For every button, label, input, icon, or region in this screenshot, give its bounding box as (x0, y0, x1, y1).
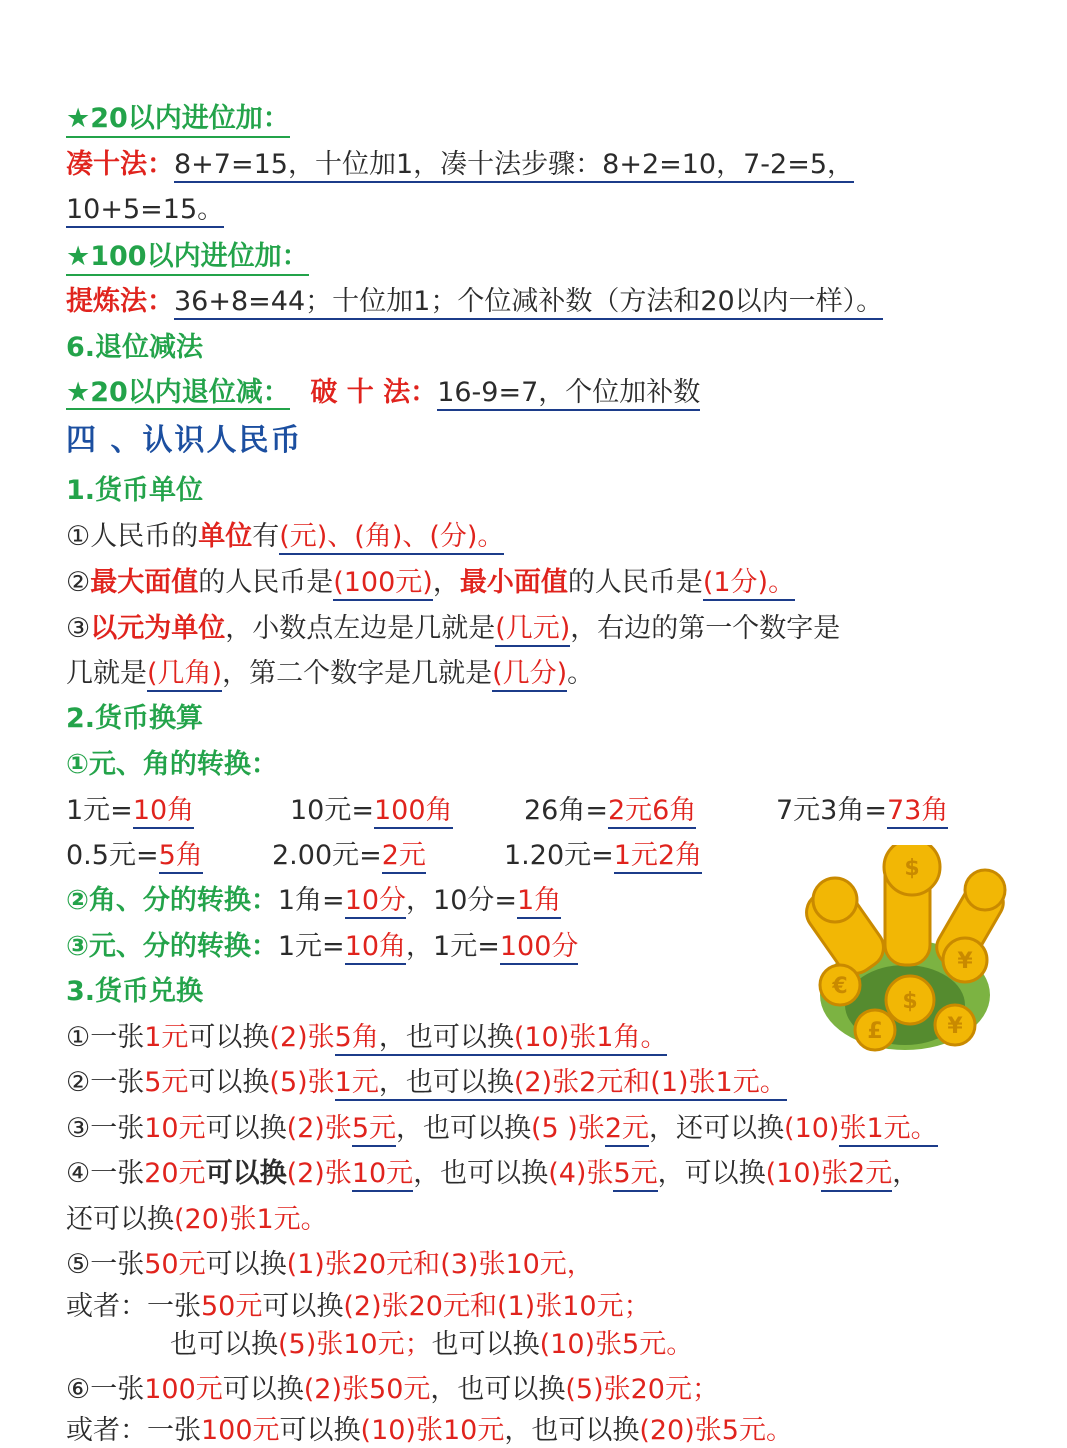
heading-carry-100: ★100以内进位加： (66, 240, 309, 276)
yf-a: 1元= (277, 931, 345, 962)
conv-lhs: 7元3角= (776, 795, 887, 826)
conv-lhs: 2.00元= (272, 840, 382, 871)
unit-3-j: 。 (567, 658, 595, 689)
line-make-ten-2 (66, 193, 224, 227)
e6b-c: 可以换 (279, 1415, 361, 1446)
jf-a: 1角= (277, 885, 345, 916)
text-make-ten-2: 10+5=15。 (66, 194, 224, 228)
e5-h: 张 (478, 1249, 506, 1280)
e6b-a: 或者：一张 (66, 1415, 201, 1446)
unit-3-b: 以元为单位 (90, 613, 226, 644)
sub-yuan-jiao: ①元、角的转换： (66, 749, 278, 780)
text-break-ten: 16-9=7，个位加补数 (437, 377, 700, 411)
e4b-d: 1元。 (256, 1204, 328, 1235)
e4-h: (4) (548, 1158, 587, 1189)
conv-rhs: 100角 (374, 795, 453, 829)
e5-b: 50元 (144, 1249, 206, 1280)
e1-c: 可以换 (188, 1022, 270, 1053)
e4-i: 张 (586, 1158, 614, 1189)
sub-yuan-fen (66, 930, 578, 964)
e3-h: (5 ) (531, 1113, 578, 1144)
jf-c: ，10分= (406, 885, 518, 916)
label-yuan-fen: ③元、分的转换： (66, 931, 278, 962)
text-make-ten: 8+7=15，十位加1，凑十法步骤：8+2=10，7-2=5， (174, 149, 854, 183)
e5b-c: 可以换 (262, 1291, 344, 1322)
yf-c: ，1元= (406, 931, 500, 962)
conv-rhs: 5角 (159, 840, 203, 874)
e5-a: ⑤一张 (66, 1249, 145, 1280)
e4-c: 可以换 (205, 1158, 287, 1189)
e2-e: 张 (307, 1067, 335, 1098)
e6b-j: 5元。 (721, 1415, 793, 1446)
e3-l: (10) (784, 1113, 840, 1144)
e5-i: 10元， (505, 1249, 594, 1280)
label-break-ten: 破 十 法： (310, 377, 438, 408)
e3-d: (2) (286, 1113, 325, 1144)
yf-d: 100分 (500, 931, 579, 965)
svg-text:$: $ (902, 989, 918, 1014)
e2-j: 2元和 (579, 1067, 650, 1101)
svg-text:¥: ¥ (947, 1014, 963, 1039)
e1-a: ①一张 (66, 1022, 145, 1053)
label-jiao-fen: ②角、分的转换： (66, 885, 278, 916)
label-make-ten: 凑十法： (66, 149, 174, 180)
unit-3-d: (几元) (495, 613, 570, 647)
e1-f: 5角 (335, 1022, 379, 1056)
e6-h: (5) (565, 1374, 604, 1405)
conv-lhs: 1.20元= (504, 840, 614, 871)
e5-d: (1) (286, 1249, 325, 1280)
e5b-d: (2) (343, 1291, 382, 1322)
e5-e: 张 (324, 1249, 352, 1280)
conv-rhs: 10角 (133, 795, 194, 829)
e4-g: ，也可以换 (413, 1158, 549, 1189)
unit-item-1 (66, 520, 504, 554)
e5c-f: (10) (539, 1329, 596, 1360)
svg-text:€: € (832, 974, 848, 999)
exchange-item-3 (66, 1112, 938, 1146)
e6b-h: (20) (639, 1415, 695, 1446)
coins-illustration (800, 845, 1010, 1060)
unit-3-g: (几角) (147, 658, 222, 692)
e5b-e: 张 (381, 1291, 409, 1322)
e5c-g: 张 (595, 1329, 623, 1360)
e2-l: 张 (689, 1067, 716, 1101)
svg-text:¥: ¥ (957, 949, 973, 974)
e3-i: 张 (577, 1113, 605, 1144)
unit-2-b: 最大面值 (90, 567, 199, 598)
unit-item-3 (66, 612, 840, 646)
unit-3-a: ③ (66, 613, 91, 644)
e2-g: ，也可以换 (379, 1067, 514, 1101)
e1-d: (2) (269, 1022, 308, 1053)
e2-a: ②一张 (66, 1067, 145, 1098)
e4-k: ，可以换 (657, 1158, 766, 1189)
e3-e: 张 (324, 1113, 352, 1144)
e4-f: 10元 (352, 1158, 413, 1192)
e5-c: 可以换 (205, 1249, 287, 1280)
heading-currency-unit: 1.货币单位 (66, 475, 204, 506)
heading-carry-20: ★20以内进位加： (66, 102, 290, 138)
conv-rhs: 73角 (887, 795, 948, 829)
e2-c: 可以换 (188, 1067, 270, 1098)
e3-b: 10元 (144, 1113, 206, 1144)
unit-1-a: ①人民币的 (66, 521, 199, 552)
e2-k: (1) (650, 1067, 688, 1101)
e4-l: (10) (765, 1158, 822, 1189)
conv-cell (776, 794, 948, 828)
conv-lhs: 1元= (66, 795, 133, 826)
e2-b: 5元 (144, 1067, 189, 1098)
exchange-item-4 (66, 1157, 919, 1191)
conv-lhs: 26角= (524, 795, 608, 826)
exchange-item-5 (66, 1248, 594, 1282)
conv-lhs: 0.5元= (66, 840, 159, 871)
e4-n: ， (892, 1158, 920, 1189)
conv-cell (290, 794, 453, 828)
e6-b: 100元 (144, 1374, 223, 1405)
e5b-i: 10元； (562, 1291, 651, 1322)
exchange-item-6 (66, 1373, 719, 1407)
conv-cell (66, 794, 194, 828)
e2-f: 1元 (335, 1067, 379, 1101)
e5b-b: 50元 (201, 1291, 263, 1322)
exchange-item-6-alt (66, 1414, 793, 1448)
e5b-h: 张 (535, 1291, 563, 1322)
conv-cell (504, 839, 702, 873)
e4-j: 5元 (613, 1158, 657, 1192)
conv-cell (272, 839, 426, 873)
e5c-c: 张 (316, 1329, 344, 1360)
e1-g: ，也可以换 (379, 1022, 514, 1056)
e5c-b: (5) (278, 1329, 317, 1360)
e6b-b: 100元 (201, 1415, 280, 1446)
exchange-item-2 (66, 1066, 787, 1100)
e6b-d: (10) (360, 1415, 416, 1446)
e5b-a: 或者：一张 (66, 1291, 201, 1322)
unit-1-b: 单位 (198, 521, 253, 552)
e3-g: ，也可以换 (396, 1113, 532, 1144)
e5c-d: 10元； (343, 1329, 432, 1360)
conv-cell (66, 839, 203, 873)
line-make-ten (66, 148, 854, 182)
line-refine (66, 285, 883, 319)
unit-item-2 (66, 566, 795, 600)
unit-3-h: ，第二个数字是几就是 (222, 658, 493, 689)
conv-cell (524, 794, 696, 828)
e1-b: 1元 (144, 1022, 189, 1053)
unit-2-g: 的人民币是 (567, 567, 703, 598)
e6-i: 张 (603, 1374, 631, 1405)
e1-e: 张 (307, 1022, 335, 1053)
conv-rhs: 2元 (382, 840, 426, 874)
e6b-i: 张 (694, 1415, 722, 1446)
heading-exchange: 3.货币兑换 (66, 976, 204, 1007)
unit-item-3-cont (66, 657, 594, 691)
e4-d: (2) (286, 1158, 325, 1189)
e5c-h: 5元。 (622, 1329, 694, 1360)
heading-borrow: 6.退位减法 (66, 332, 204, 363)
conv-rhs: 1元2角 (614, 840, 702, 874)
chapter-title: 四 、认识人民币 (66, 423, 303, 458)
text-refine: 36+8=44；十位加1；个位减补数（方法和20以内一样）。 (174, 286, 883, 320)
jf-b: 10分 (345, 885, 406, 919)
e1-h: (10) (514, 1022, 569, 1056)
unit-2-f: 最小面值 (459, 567, 568, 598)
unit-3-c: ，小数点左边是几就是 (225, 613, 496, 644)
e2-h: (2) (514, 1067, 552, 1101)
e4b-b: (20) (174, 1204, 230, 1235)
unit-2-e: ， (432, 567, 460, 598)
e6b-g: ，也可以换 (504, 1415, 640, 1446)
e4-m: 张2元 (821, 1158, 892, 1192)
e6-j: 20元； (630, 1374, 719, 1405)
unit-3-e: ，右边的第一个数字是 (570, 613, 841, 644)
exchange-item-4-cont (66, 1203, 328, 1237)
unit-2-a: ② (66, 567, 91, 598)
e3-f: 5元 (352, 1113, 396, 1147)
unit-2-c: 的人民币是 (198, 567, 334, 598)
heading-conversion: 2.货币换算 (66, 703, 204, 734)
e4b-a: 还可以换 (66, 1204, 174, 1235)
exchange-item-5-alt (66, 1290, 651, 1324)
e6-g: ，也可以换 (430, 1374, 566, 1405)
e3-k: ，还可以换 (649, 1113, 785, 1144)
conv-lhs: 10元= (290, 795, 374, 826)
e3-a: ③一张 (66, 1113, 145, 1144)
sub-jiao-fen (66, 884, 561, 918)
e6-a: ⑥一张 (66, 1374, 145, 1405)
unit-2-h: (1分)。 (703, 567, 795, 601)
unit-3-i: (几分) (492, 658, 567, 692)
line-break-ten (66, 376, 700, 410)
e6-e: 张 (342, 1374, 370, 1405)
svg-text:£: £ (867, 1019, 883, 1044)
e6-c: 可以换 (222, 1374, 304, 1405)
e5c-a: 也可以换 (170, 1329, 278, 1360)
conv-rhs: 2元6角 (608, 795, 696, 829)
e6b-e: 张 (415, 1415, 443, 1446)
e4-e: 张 (324, 1158, 352, 1189)
jf-d: 1角 (517, 885, 561, 919)
exchange-item-1 (66, 1021, 667, 1055)
yf-b: 10角 (345, 931, 406, 965)
exchange-item-5-alt2 (170, 1328, 693, 1362)
e4-b: 20元 (144, 1158, 206, 1189)
e2-i: 张 (552, 1067, 579, 1101)
e6-f: 50元 (369, 1374, 431, 1405)
e5b-f: 20元和 (408, 1291, 497, 1322)
e4b-c: 张 (229, 1204, 257, 1235)
e2-d: (5) (269, 1067, 308, 1098)
e2-m: 1元。 (716, 1067, 787, 1101)
e6-d: (2) (303, 1374, 343, 1405)
e5c-e: 也可以换 (431, 1329, 540, 1360)
unit-2-d: (100元) (333, 567, 433, 601)
e3-j: 2元 (605, 1113, 649, 1147)
e6b-f: 10元 (442, 1415, 505, 1446)
unit-1-c: 有 (252, 521, 280, 552)
unit-1-d: (元)、(角)、(分)。 (279, 521, 504, 555)
svg-text:$: $ (904, 856, 920, 881)
e5-g: (3) (440, 1249, 479, 1280)
e5b-g: (1) (496, 1291, 536, 1322)
e1-i: 张1角。 (569, 1022, 667, 1056)
unit-3-f: 几就是 (66, 658, 147, 689)
e4-a: ④一张 (66, 1158, 145, 1189)
e5-f: 20元和 (351, 1249, 441, 1280)
e3-c: 可以换 (205, 1113, 287, 1144)
e3-m: 张1元。 (839, 1113, 937, 1147)
label-borrow-20: ★20以内退位减： (66, 377, 290, 408)
label-refine: 提炼法： (66, 286, 174, 317)
